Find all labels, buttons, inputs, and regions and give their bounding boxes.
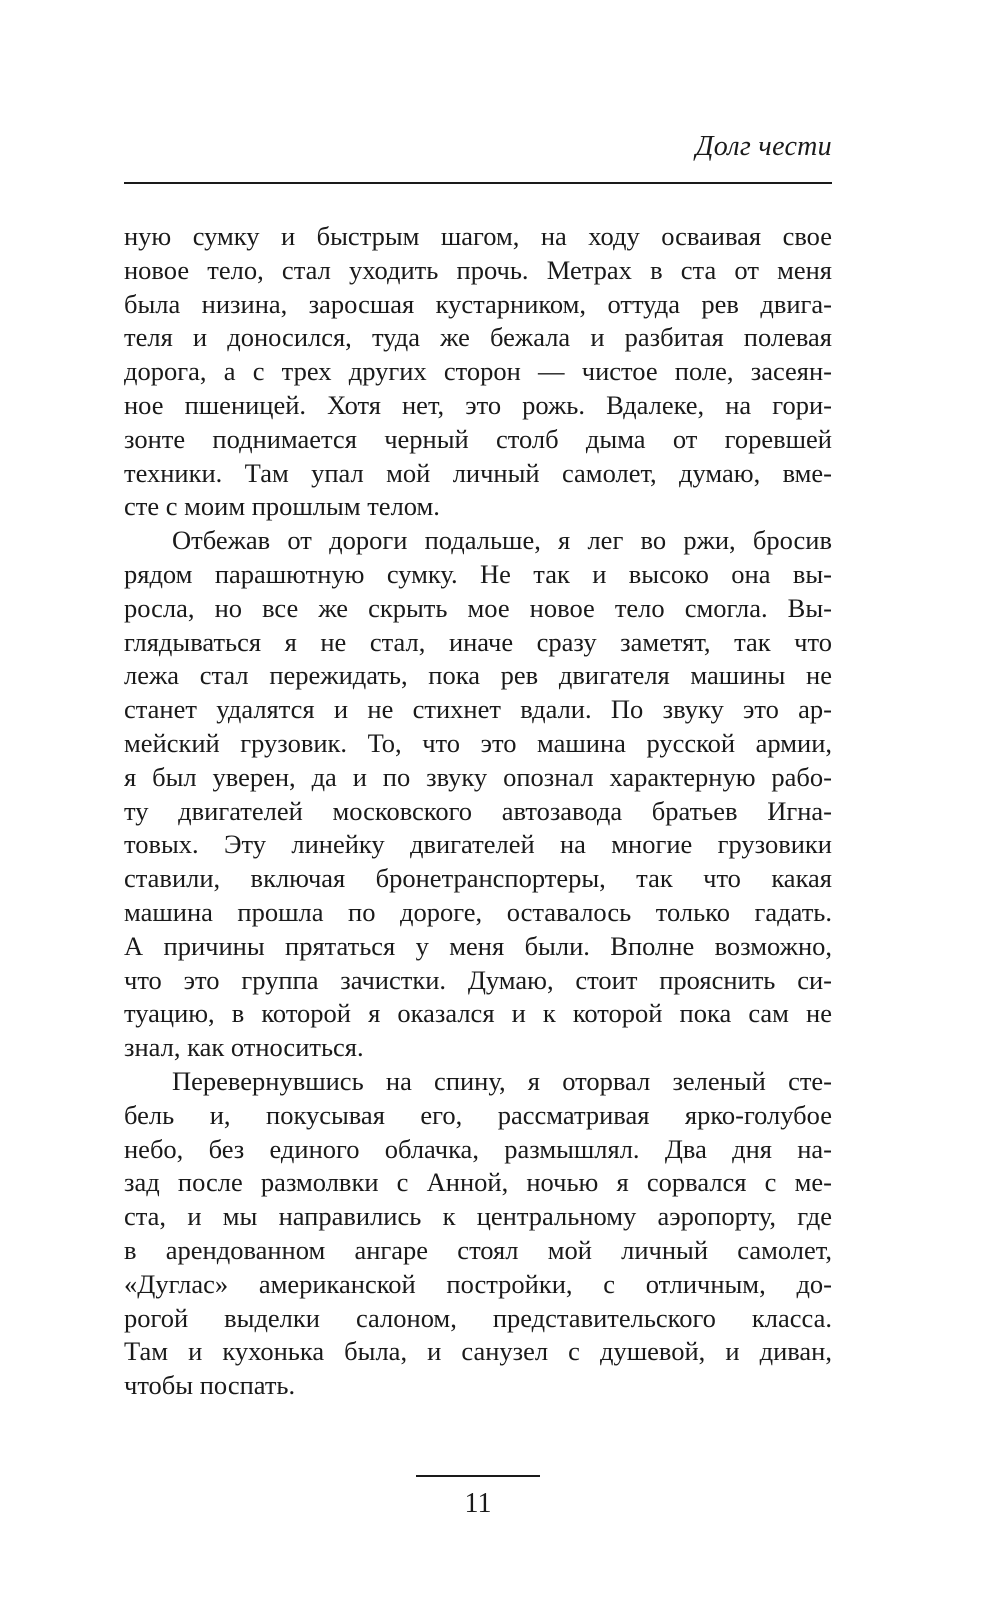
text-line: росла, но все же скрыть мое новое тело смогла. Вы- (124, 592, 832, 623)
running-head-title: Долг чести (695, 131, 832, 162)
text-line: теля и доносился, туда же бежала и разбитая полевая (124, 322, 832, 353)
text-line: зад после размолвки с Анной, ночью я сорвался с ме- (124, 1167, 832, 1198)
text-line: лежа стал пережидать, пока рев двигателя машины не (124, 660, 832, 691)
text-line: зонте поднимается черный столб дыма от горевшей (124, 423, 832, 454)
text-line: рядом парашютную сумку. Не так и высоко она вы- (124, 558, 832, 589)
footer-divider (416, 1475, 540, 1477)
text-line: ту двигателей московского автозавода братьев Игна- (124, 795, 832, 826)
text-line: техники. Там упал мой личный самолет, думаю, вме- (124, 457, 832, 488)
text-line: знал, как относиться. (124, 1032, 364, 1063)
text-line: машина прошла по дороге, оставалось только гадать. (124, 896, 832, 927)
text-line: небо, без единого облачка, размышлял. Два дня на- (124, 1133, 832, 1164)
text-line: станет удалятся и не стихнет вдали. По звуку это ар- (124, 694, 832, 725)
body-text (124, 220, 832, 1403)
text-line: я был уверен, да и по звуку опознал характерную рабо- (124, 761, 832, 792)
text-line: что это группа зачистки. Думаю, стоит прояснить си- (124, 964, 832, 995)
text-line: новое тело, стал уходить прочь. Метрах в ста от меня (124, 254, 832, 285)
text-line: Перевернувшись на спину, я оторвал зеленый сте- (172, 1065, 832, 1096)
text-line: мейский грузовик. То, что это машина русской армии, (124, 727, 832, 758)
text-line: туацию, в которой я оказался и к которой пока сам не (124, 998, 832, 1029)
text-line: Отбежав от дороги подальше, я лег во ржи, бросив (172, 525, 832, 556)
text-line: ставили, включая бронетранспортеры, так что какая (124, 863, 832, 894)
text-line: бель и, покусывая его, рассматривая ярко-голубое (124, 1099, 832, 1130)
paragraph (124, 524, 832, 1065)
paragraph (124, 220, 832, 524)
text-line: дорога, а с трех других сторон — чистое поле, засеян- (124, 356, 832, 387)
text-line: чтобы поспать. (124, 1370, 296, 1401)
paragraph (124, 1065, 832, 1403)
text-line: товых. Эту линейку двигателей на многие грузовики (124, 829, 832, 860)
text-line: «Дуглас» американской постройки, с отличным, до- (124, 1268, 832, 1299)
text-line: Там и кухонька была, и санузел с душевой, и диван, (124, 1336, 832, 1367)
text-line: ста, и мы направились к центральному аэропорту, где (124, 1201, 832, 1232)
text-line: сте с моим прошлым телом. (124, 491, 440, 522)
text-line: А причины прятаться у меня были. Вполне возможно, (124, 930, 832, 961)
page-number: 11 (464, 1488, 492, 1519)
text-line: была низина, заросшая кустарником, оттуда рев двига- (124, 288, 832, 319)
text-line: в арендованном ангаре стоял мой личный самолет, (124, 1234, 832, 1265)
text-line: глядываться я не стал, иначе сразу заметят, так что (124, 626, 832, 657)
text-line: рогой выделки салоном, представительского класса. (124, 1302, 832, 1333)
header-divider (124, 182, 832, 184)
text-line: ное пшеницей. Хотя нет, это рожь. Вдалеке, на гори- (124, 389, 832, 420)
text-line: ную сумку и быстрым шагом, на ходу осваивая свое (124, 221, 832, 251)
